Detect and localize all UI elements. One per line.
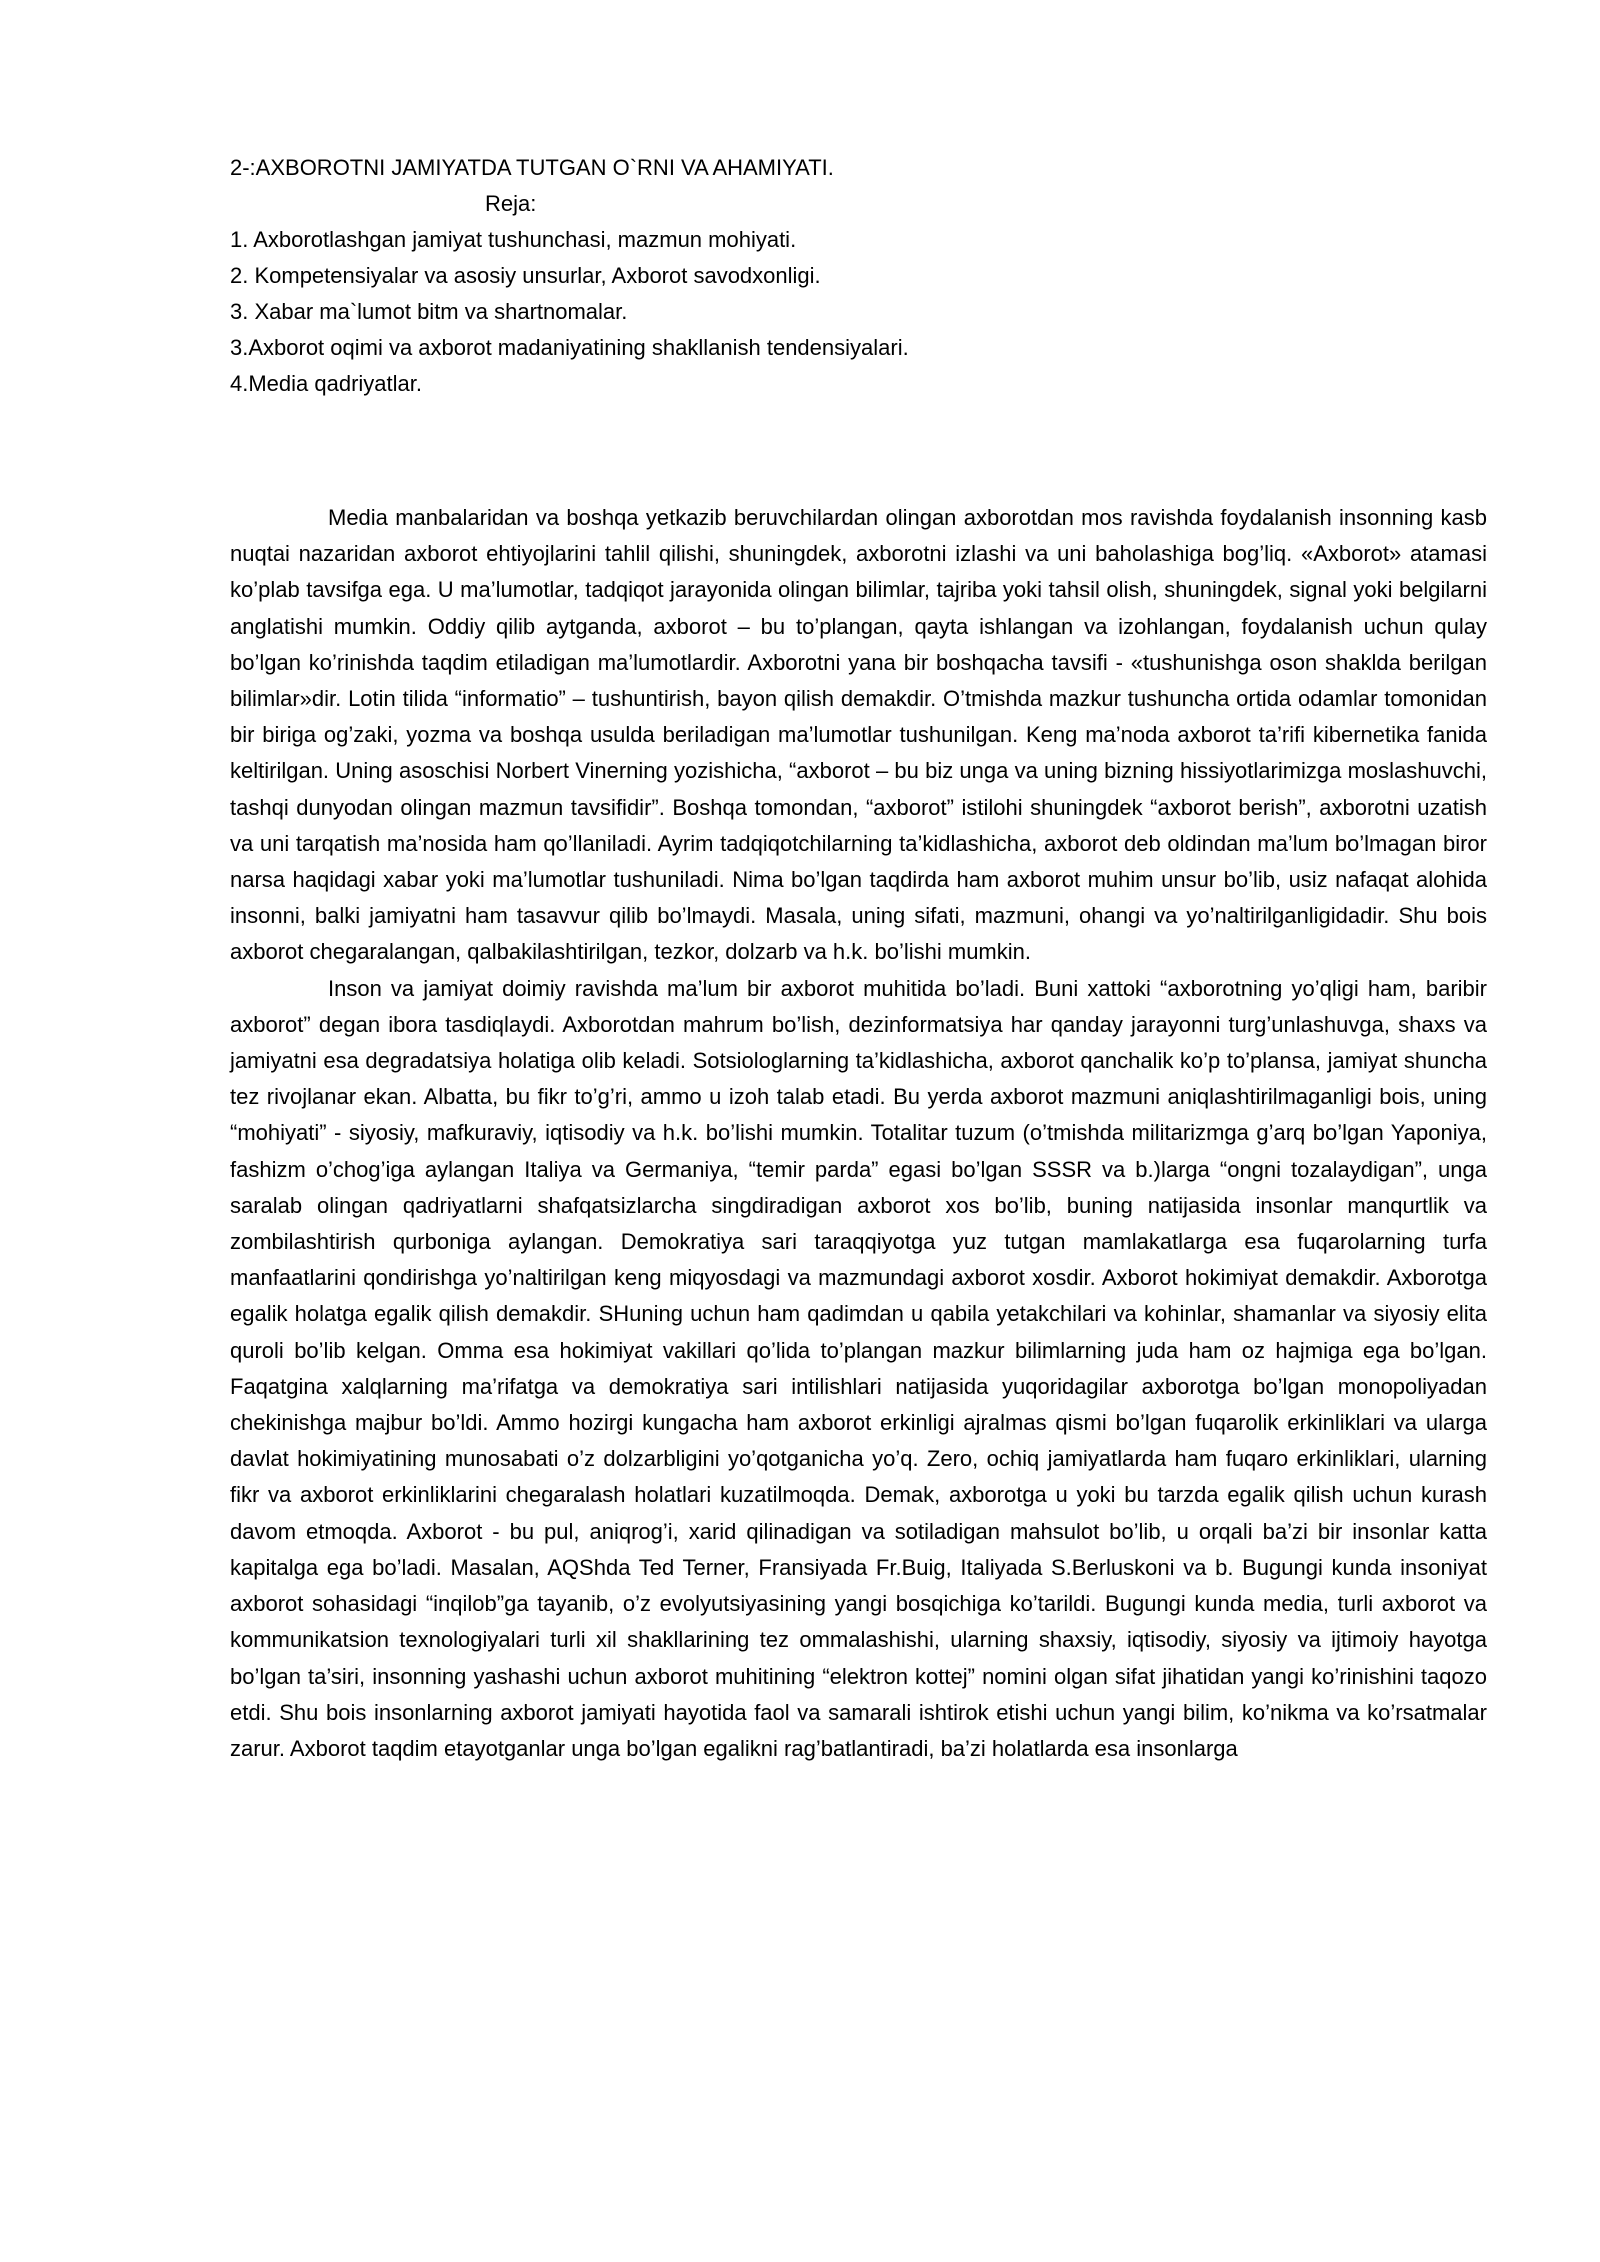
- plan-item: 2. Kompetensiyalar va asosiy unsurlar, Axborot savodxonligi.: [230, 263, 821, 288]
- plan-item: 1. Axborotlashgan jamiyat tushunchasi, mazmun mohiyati.: [230, 227, 797, 252]
- plan-list: [230, 222, 1487, 402]
- document-page: [230, 150, 1487, 1761]
- body-text: [230, 500, 1487, 1767]
- plan-item: 3. Xabar ma`lumot bitm va shartnomalar.: [230, 299, 628, 324]
- plan-item: 4.Media qadriyatlar.: [230, 371, 422, 396]
- plan-item: 3.Axborot oqimi va axborot madaniyatining shakllanish tendensiyalari.: [230, 335, 909, 360]
- document-title: 2-:AXBOROTNI JAMIYATDA TUTGAN O`RNI VA AHAMIYATI.: [230, 155, 834, 180]
- paragraph: Inson va jamiyat doimiy ravishda ma’lum bir axborot muhitida bo’ladi. Buni xattoki “axborotning yo’qligi ham, baribir axborot” degan ibora tasdiqlaydi. Axborotdan mahrum bo’lish, dezinformatsiya har qanday jarayonni turg’unlashuvga, shaxs va jamiyatni esa degradatsiya holatiga olib keladi. Sotsiologlarning ta’kidlashicha, axborot qanchalik ko’p to’plansa, jamiyat shuncha tez rivojlanar ekan. Albatta, bu fikr to’g’ri, ammo u izoh talab etadi. Bu yerda axborot mazmuni aniqlashtirilmaganligi bois, uning “mohiyati” - siyosiy, mafkuraviy, iqtisodiy va h.k. bo’lishi mumkin. Totalitar tuzum (o’tmishda militarizmga g’arq bo’lgan Yaponiya, fashizm o’chog’iga aylangan Italiya va Germaniya, “temir parda” egasi bo’lgan SSSR va b.)larga “ongni tozalaydigan”, unga saralab olingan qadriyatlarni shafqatsizlarcha singdiradigan axborot xos bo’lib, buning natijasida insonlar manqurtlik va zombilashtirish qurboniga aylangan. Demokratiya sari taraqqiyotga yuz tutgan mamlakatlarga esa fuqarolarning turfa manfaatlarini qondirishga yo’naltirilgan keng miqyosdagi va mazmundagi axborot xosdir. Axborot hokimiyat demakdir. Axborotga egalik holatga egalik qilish demakdir. SHuning uchun ham qadimdan u qabila yetakchilari va kohinlar, shamanlar va siyosiy elita quroli bo’lib kelgan. Omma esa hokimiyat vakillari qo’lida to’plangan mazkur bilimlarning juda ham oz hajmiga ega bo’lgan. Faqatgina xalqlarning ma’rifatga va demokratiya sari intilishlari natijasida yuqoridagilar axborotga bo’lgan monopoliyadan chekinishga majbur bo’ldi. Ammo hozirgi kungacha ham axborot erkinligi ajralmas qismi bo’lgan fuqarolik erkinliklari va ularga davlat hokimiyatining munosabati o’z dolzarbligini yo’qotganicha yo’q. Zero, ochiq jamiyatlarda ham fuqaro erkinliklari, ularning fikr va axborot erkinliklarini chegaralash holatlari kuzatilmoqda. Demak, axborotga u yoki bu tarzda egalik qilish uchun kurash davom etmoqda. Axborot - bu pul, aniqrog’i, xarid qilinadigan va sotiladigan mahsulot bo’lib, u orqali ba’zi bir insonlar katta kapitalga ega bo’ladi. Masalan, AQShda Ted Terner, Fransiyada Fr.Buig, Italiyada S.Berluskoni va b. Bugungi kunda insoniyat axborot sohasidagi “inqilob”ga tayanib, o’z evolyutsiyasining yangi bosqichiga ko’tarildi. Bugungi kunda media, turli axborot va kommunikatsion texnologiyalari turli xil shakllarining tez ommalashishi, ularning shaxsiy, iqtisodiy, siyosiy va ijtimoiy hayotga bo’lgan ta’siri, insonning yashashi uchun axborot muhitining “elektron kottej” nomini olgan sifat jihatidan yangi ko’rinishini taqozo etdi. Shu bois insonlarning axborot jamiyati hayotida faol va samarali ishtirok etishi uchun yangi bilim, ko’nikma va ko’rsatmalar zarur. Axborot taqdim etayotganlar unga bo’lgan egalikni rag’batlantiradi, ba’zi holatlarda esa insonlarga: [230, 975, 1487, 1761]
- plan-heading: Reja:: [485, 191, 537, 216]
- paragraph: Media manbalaridan va boshqa yetkazib beruvchilardan olingan axborotdan mos ravishda foydalanish insonning kasb nuqtai nazaridan axborot ehtiyojlarini tahlil qilishi, shuningdek, axborotni izlashi va uni baholashiga bog’liq. «Axborot» atamasi ko’plab tavsifga ega. U ma’lumotlar, tadqiqot jarayonida olingan bilimlar, tajriba yoki tahsil olish, shuningdek, signal yoki belgilarni anglatishi mumkin. Oddiy qilib aytganda, axborot – bu to’plangan, qayta ishlangan va izohlangan, foydalanish uchun qulay bo’lgan ko’rinishda taqdim etiladigan ma’lumotlardir. Axborotni yana bir boshqacha tavsifi - «tushunishga oson shaklda berilgan bilimlar»dir. Lotin tilida “informatio” – tushuntirish, bayon qilish demakdir. O’tmishda mazkur tushuncha ortida odamlar tomonidan bir biriga og’zaki, yozma va boshqa usulda beriladigan ma’lumotlar tushunilgan. Keng ma’noda axborot ta’rifi kibernetika fanida keltirilgan. Uning asoschisi Norbert Vinerning yozishicha, “axborot – bu biz unga va uning bizning hissiyotlarimizga moslashuvchi, tashqi dunyodan olingan mazmun tavsifidir”. Boshqa tomondan, “axborot” istilohi shuningdek “axborot berish”, axborotni uzatish va uni tarqatish ma’nosida ham qo’llaniladi. Ayrim tadqiqotchilarning ta’kidlashicha, axborot deb oldindan ma’lum bo’lmagan biror narsa haqidagi xabar yoki ma’lumotlar tushuniladi. Nima bo’lgan taqdirda ham axborot muhim unsur bo’lib, usiz nafaqat alohida insonni, balki jamiyatni ham tasavvur qilib bo’lmaydi. Masala, uning sifati, mazmuni, ohangi va yo’naltirilganligidadir. Shu bois axborot chegaralangan, qalbakilashtirilgan, tezkor, dolzarb va h.k. bo’lishi mumkin.: [230, 505, 1487, 965]
